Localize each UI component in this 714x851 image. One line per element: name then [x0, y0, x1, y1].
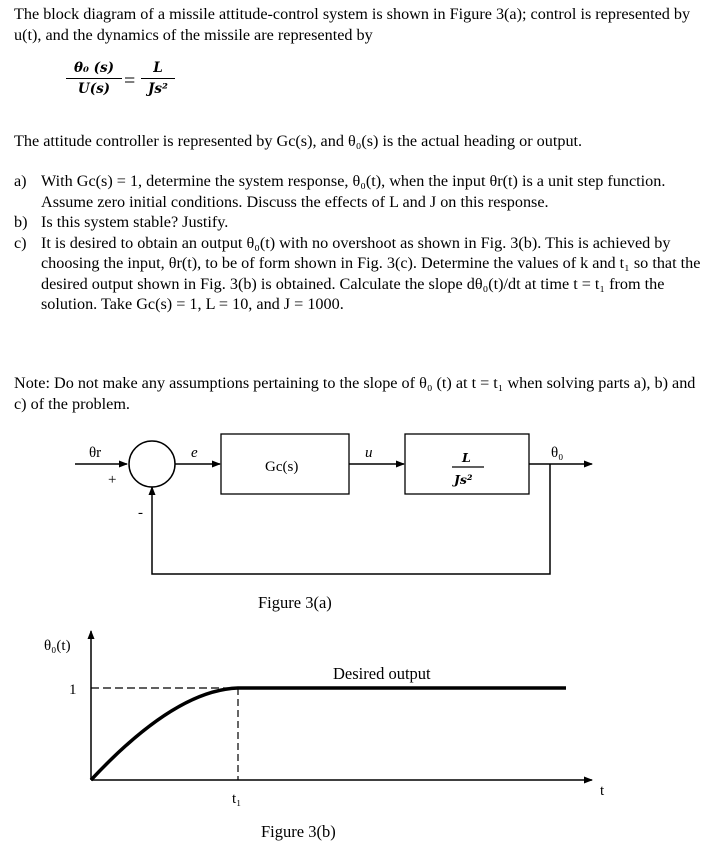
rhs-denominator: Js²: [148, 81, 168, 97]
minus-sign: -: [138, 505, 143, 521]
figure-3b-caption: Figure 3(b): [261, 822, 336, 841]
desired-output-curve: [91, 688, 566, 780]
input-label: θr: [89, 445, 102, 461]
controller-paragraph: The attitude controller is represented by Gc(s), and θ₀(s) is the actual heading or output.: [14, 132, 583, 150]
output-label: θ₀: [551, 445, 564, 461]
desired-output-label: Desired output: [333, 664, 431, 683]
rhs-numerator: L: [153, 60, 163, 76]
y-tick-label: 1: [69, 682, 77, 698]
y-axis-label: θ₀(t): [44, 638, 71, 654]
question-text: Is this system stable? Justify.: [41, 213, 229, 231]
x-axis-label: t: [600, 783, 605, 799]
question-text: It is desired to obtain an output θ₀(t) with no overshoot as shown in Fig. 3(b). This is achieved by choosing the input, θr(t), to be of form shown in Fig. 3(c). Determine the values of k and t₁ so that the desired output shown in Fig. 3(b) is obtained. Calculate the slope dθ₀(t)/dt at time t = t₁ from the solution. Take Gc(s) = 1, L = 10, and J = 1000.: [41, 233, 701, 313]
x-tick-label: t₁: [232, 791, 242, 807]
question-label: b): [14, 213, 28, 231]
controller-label: Gc(s): [265, 459, 299, 475]
plant-numerator: L: [462, 450, 471, 465]
intro-paragraph: The block diagram of a missile attitude-control system is shown in Figure 3(a); control is represented by u(t), and the dynamics of the missile are represented by: [14, 5, 691, 44]
question-text: With Gc(s) = 1, determine the system response, θ₀(t), when the input θr(t) is a unit step function. Assume zero initial conditions. Discuss the effects of L and J on this response.: [41, 172, 666, 211]
question-label: a): [14, 172, 27, 190]
equals-sign: =: [124, 70, 136, 92]
question-label: c): [14, 233, 27, 252]
plant-denominator: Js²: [454, 472, 473, 487]
lhs-numerator: θ₀ (s): [74, 60, 114, 76]
figure-3a-caption: Figure 3(a): [258, 593, 332, 612]
lhs-denominator: U(s): [77, 81, 111, 97]
error-label: e: [191, 445, 198, 461]
plus-sign: +: [108, 472, 117, 488]
note-paragraph: Note: Do not make any assumptions pertaining to the slope of θ₀ (t) at t = t₁ when solving parts a), b) and c) of the problem.: [14, 374, 696, 413]
control-label: u: [365, 445, 373, 461]
